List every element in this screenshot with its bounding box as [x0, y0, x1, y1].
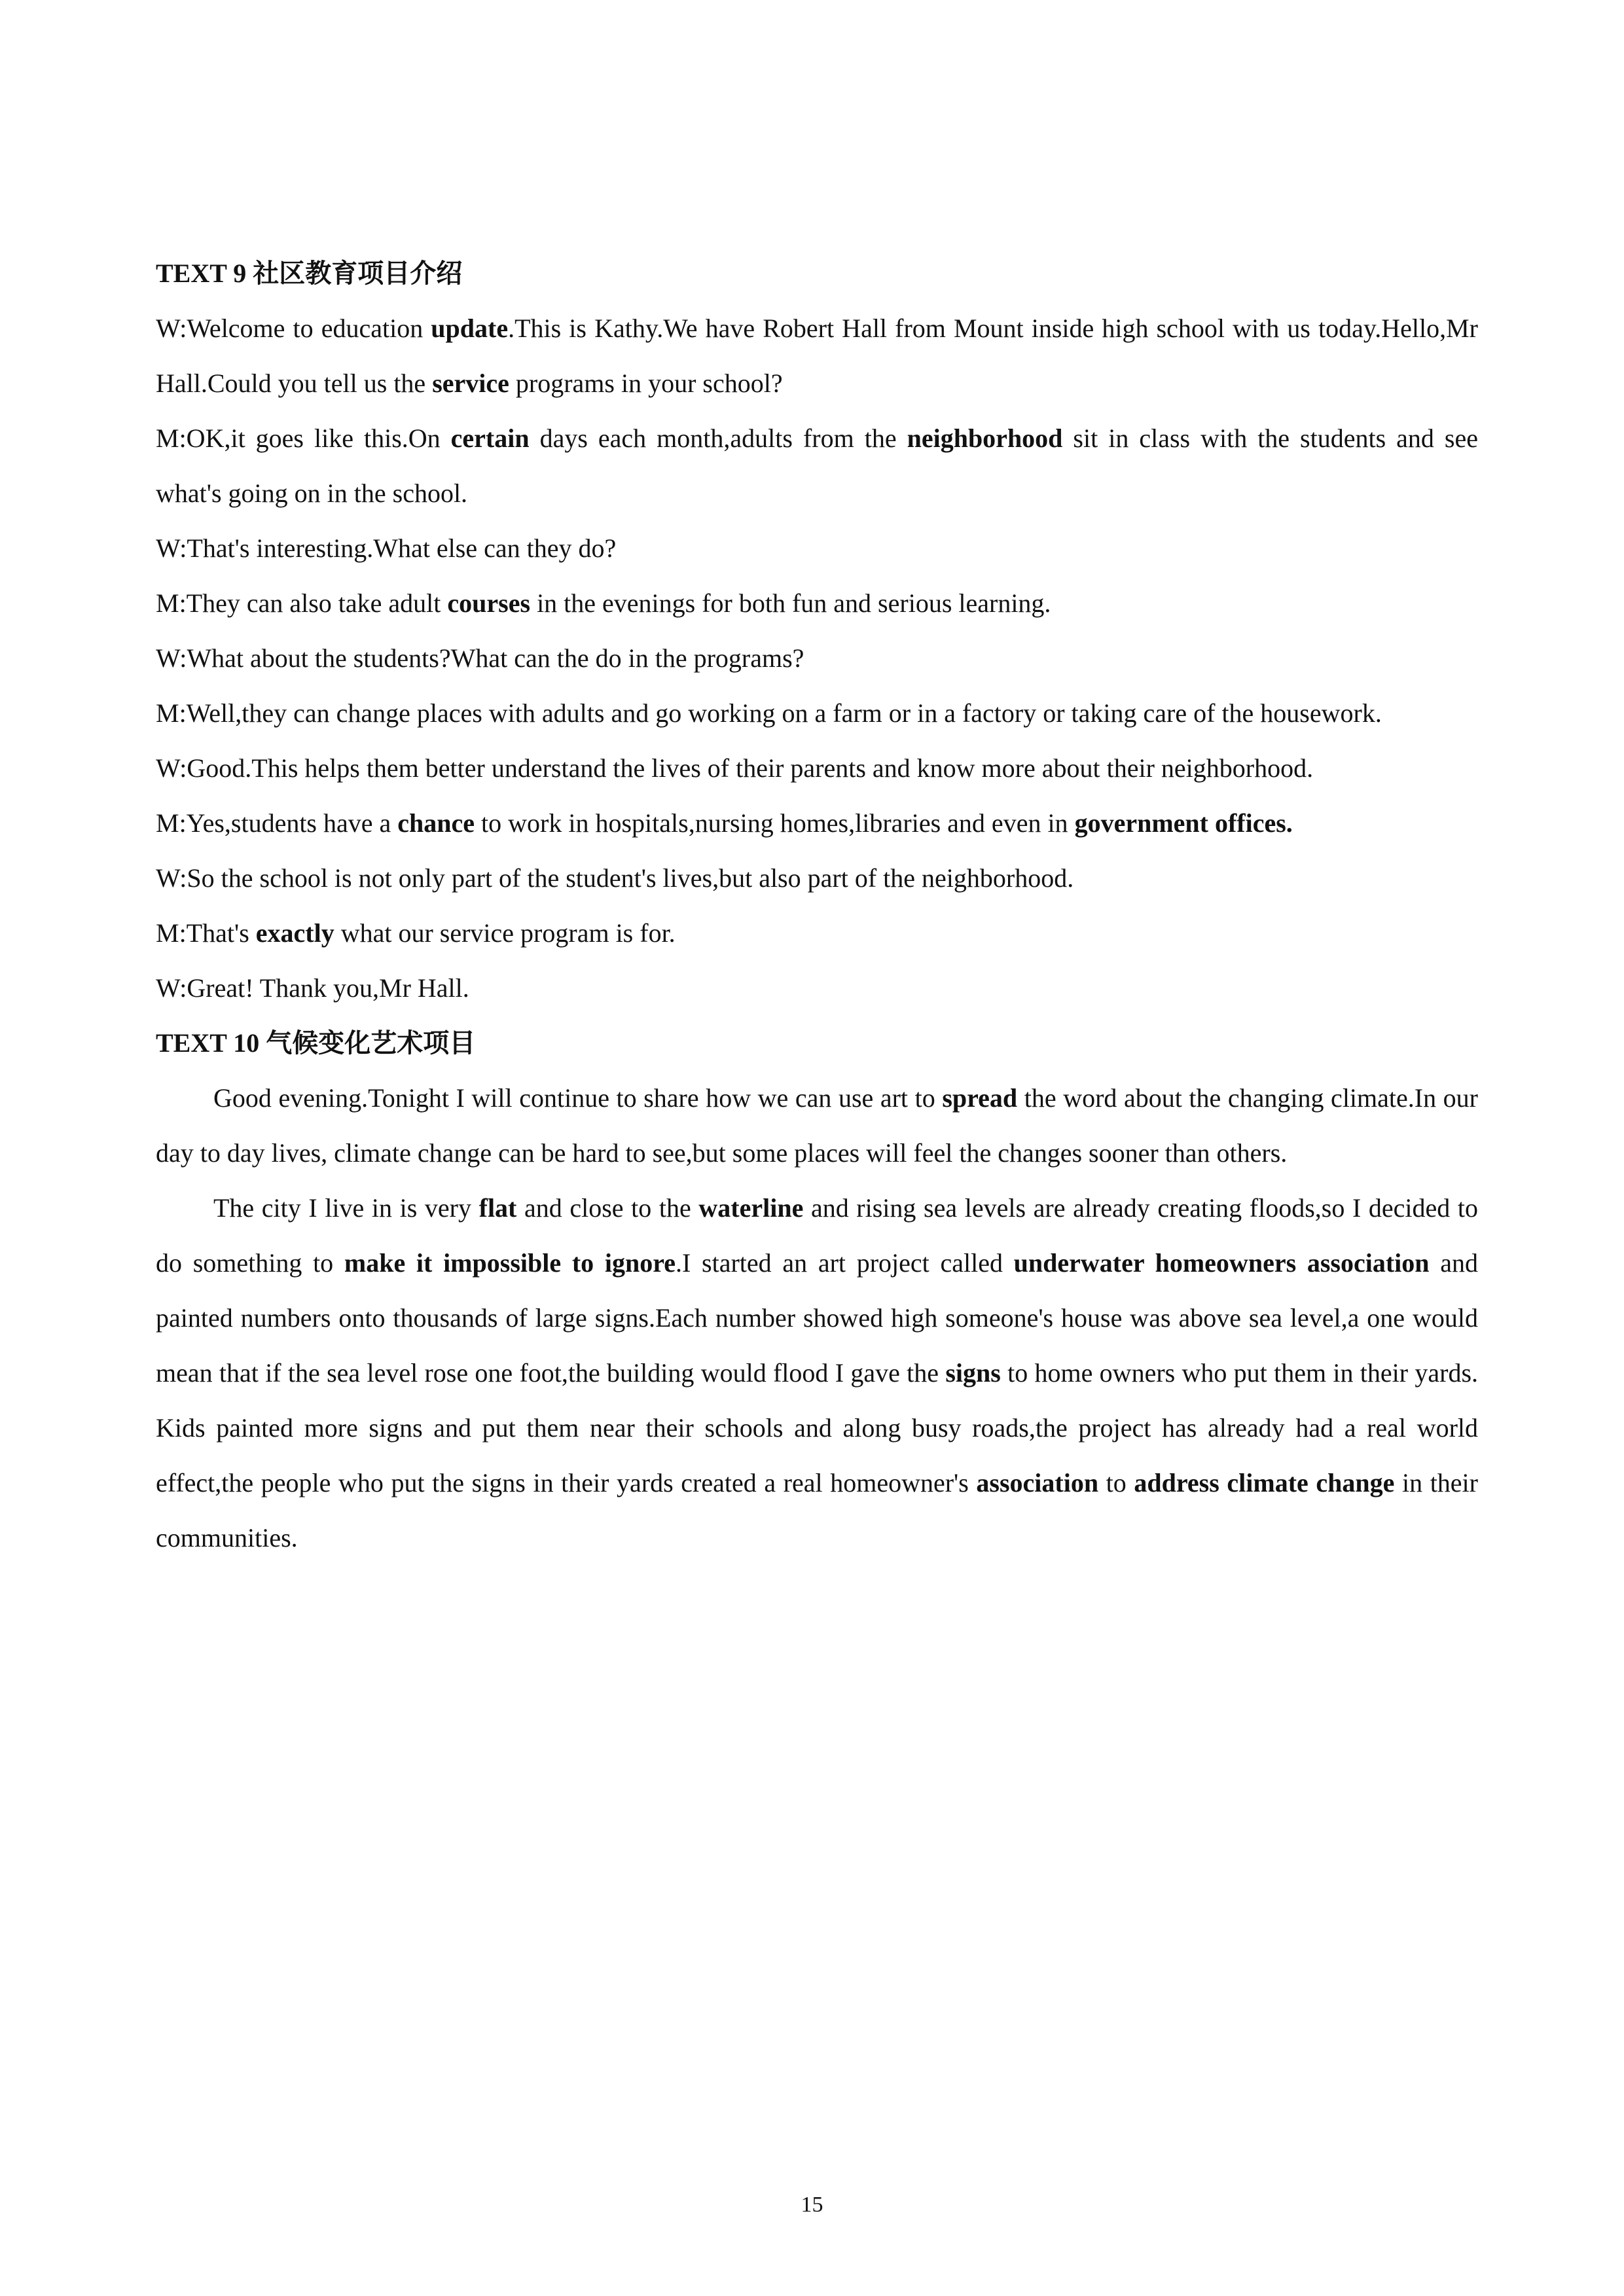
text-run: M:They can also take adult: [156, 588, 448, 618]
text-run: and close to the: [516, 1193, 699, 1223]
text-run: W:So the school is not only part of the student's lives,but also part of the neighborhood.: [156, 863, 1074, 893]
document-body: [156, 246, 1478, 1566]
text-run: sit in class with the students and see what's going on in the school.: [156, 423, 1478, 508]
paragraph: [156, 741, 1478, 796]
text-run: Good evening.Tonight I will continue to share how we can use art to: [213, 1083, 943, 1113]
bold-keyword: association: [976, 1468, 1099, 1498]
paragraph: [156, 686, 1478, 741]
bold-keyword: signs: [945, 1358, 1001, 1388]
text-run: and painted numbers onto thousands of large signs.Each number showed high someone's house was above sea level,a one would mean that if the sea level rose one foot,the building would flood I gave the: [156, 1248, 1478, 1388]
paragraph: [156, 961, 1478, 1016]
text-run: W:Great! Thank you,Mr Hall.: [156, 973, 469, 1003]
paragraph: [156, 796, 1478, 851]
bold-keyword: address climate change: [1134, 1468, 1395, 1498]
bold-keyword: spread: [942, 1083, 1018, 1113]
bold-keyword: certain: [450, 423, 530, 453]
paragraph: [156, 576, 1478, 631]
section-heading: TEXT 10 气候变化艺术项目: [156, 1028, 476, 1058]
paragraph: [156, 411, 1478, 521]
bold-keyword: neighborhood: [907, 423, 1063, 453]
paragraph: [156, 851, 1478, 906]
paragraph: [156, 301, 1478, 411]
text-run: and rising sea levels are already creating floods,so I decided to do something to: [156, 1193, 1479, 1278]
text-run: M:Yes,students have a: [156, 808, 398, 838]
text-run: in their communities.: [156, 1468, 1478, 1552]
paragraph: [156, 631, 1478, 686]
bold-keyword: underwater homeowners association: [1013, 1248, 1430, 1278]
text-run: in the evenings for both fun and serious learning.: [530, 588, 1051, 618]
text-run: programs in your school?: [509, 368, 783, 398]
text-run: M:Well,they can change places with adults and go working on a farm or in a factory or taking care of the housework.: [156, 698, 1382, 728]
bold-keyword: service: [432, 368, 509, 398]
bold-keyword: courses: [447, 588, 531, 618]
text-run: what our service program is for.: [334, 918, 676, 948]
text-run: to: [1098, 1468, 1134, 1498]
text-run: to work in hospitals,nursing homes,libraries and even in: [475, 808, 1075, 838]
text-run: W:That's interesting.What else can they do?: [156, 533, 617, 563]
text-run: W:What about the students?What can the do in the programs?: [156, 643, 804, 673]
text-run: .I started an art project called: [676, 1248, 1014, 1278]
text-run: M:That's: [156, 918, 256, 948]
text-run: to home owners who put them in their yards. Kids painted more signs and put them near their schools and along busy roads,the project has already had a real world effect,the people who put the signs in their yards created a real homeowner's: [156, 1358, 1479, 1498]
text-run: the word about the changing climate.In our day to day lives, climate change can be hard to see,but some places will feel the changes sooner than others.: [156, 1083, 1478, 1168]
bold-keyword: flat: [478, 1193, 517, 1223]
bold-keyword: exactly: [255, 918, 334, 948]
bold-keyword: update: [431, 314, 509, 343]
text-run: The city I live in is very: [213, 1193, 479, 1223]
text-run: .This is Kathy.We have Robert Hall from Mount inside high school with us today.Hello,Mr Hall.Could you tell us the: [156, 314, 1478, 398]
page-number: 15: [801, 2193, 823, 2217]
bold-keyword: chance: [397, 808, 475, 838]
text-run: W:Welcome to education: [156, 314, 431, 343]
bold-keyword: waterline: [698, 1193, 804, 1223]
bold-keyword: government offices.: [1074, 808, 1293, 838]
text-run: days each month,adults from the: [529, 423, 907, 453]
paragraph: [156, 1071, 1478, 1181]
text-run: W:Good.This helps them better understand the lives of their parents and know more about their neighborhood.: [156, 753, 1314, 783]
text-run: M:OK,it goes like this.On: [156, 423, 451, 453]
bold-keyword: make it impossible to ignore: [344, 1248, 676, 1278]
paragraph: [156, 906, 1478, 961]
section-heading: TEXT 9 社区教育项目介绍: [156, 259, 463, 288]
paragraph: [156, 521, 1478, 576]
paragraph: [156, 1181, 1478, 1566]
